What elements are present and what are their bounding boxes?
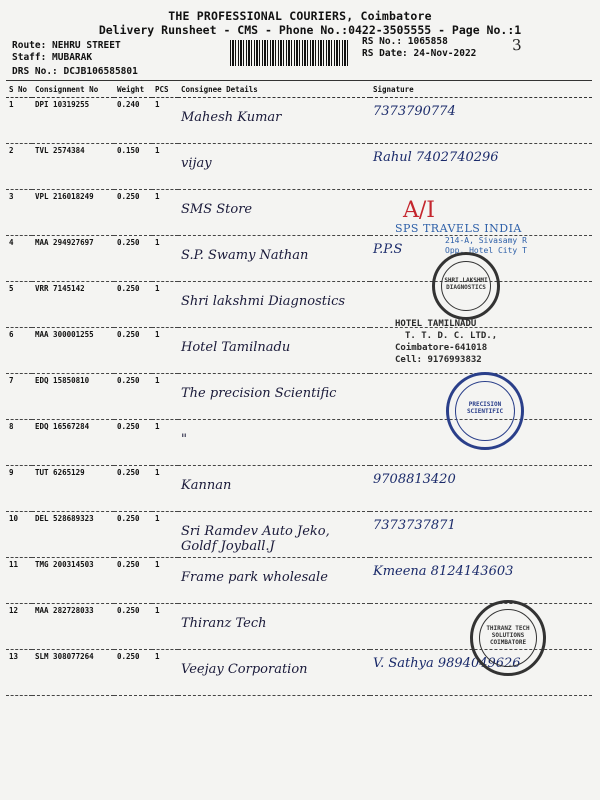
col-sno: S No <box>6 81 32 98</box>
signature-cell <box>370 466 592 512</box>
table-row <box>6 282 592 328</box>
consignment-cell: VRR 7145142 <box>32 282 114 328</box>
pcs-cell: 1 <box>152 328 178 374</box>
signature-cell-text: 7373737871 <box>373 518 456 533</box>
signature-cell <box>370 98 592 144</box>
consignee-cell-text: S.P. Swamy Nathan <box>181 248 309 263</box>
consignee-cell <box>178 374 370 420</box>
sno-cell: 9 <box>6 466 32 512</box>
consignee-cell-text: Shri lakshmi Diagnostics <box>181 294 346 309</box>
weight-cell: 0.250 <box>114 236 152 282</box>
handwritten-ai-mark: A/I <box>403 198 435 223</box>
sno-cell: 2 <box>6 144 32 190</box>
hotel-tamilnadu-stamp <box>395 318 497 366</box>
hotel-line: HOTEL TAMILNADU <box>395 319 477 329</box>
consignee-cell-text: Veejay Corporation <box>181 662 308 677</box>
consignee-cell-text: Hotel Tamilnadu <box>181 340 291 355</box>
col-consignment: Consignment No <box>32 81 114 98</box>
stamp-text: PRECISION SCIENTIFIC <box>466 401 504 415</box>
sps-address-line: 214-A, Sivasamy R <box>445 236 527 245</box>
col-pcs: PCS <box>152 81 178 98</box>
sno-cell: 5 <box>6 282 32 328</box>
sno-cell: 11 <box>6 558 32 604</box>
weight-cell: 0.250 <box>114 190 152 236</box>
consignee-cell-text: Sri Ramdev Auto Jeko, Goldf Joyball.J <box>181 524 330 554</box>
signature-cell-text: 7373790774 <box>373 104 456 119</box>
consignment-cell: MAA 294927697 <box>32 236 114 282</box>
route: Route: NEHRU STREET <box>12 40 121 51</box>
consignee-cell <box>178 420 370 466</box>
sno-cell: 10 <box>6 512 32 558</box>
company-title: THE PROFESSIONAL COURIERS, Coimbatore <box>168 9 432 23</box>
col-weight: Weight <box>114 81 152 98</box>
signature-cell-text <box>373 192 589 196</box>
drs-number: DRS No.: DCJB106585801 <box>12 66 138 77</box>
pcs-cell: 1 <box>152 558 178 604</box>
table-row <box>6 466 592 512</box>
consignee-cell-text: Mahesh Kumar <box>181 110 282 125</box>
signature-cell <box>370 558 592 604</box>
consignee-cell <box>178 328 370 374</box>
consignment-cell: DPI 10319255 <box>32 98 114 144</box>
consignee-cell-text: " <box>181 432 187 447</box>
consignment-cell: DEL 528689323 <box>32 512 114 558</box>
weight-cell: 0.250 <box>114 328 152 374</box>
sno-cell: 4 <box>6 236 32 282</box>
weight-cell: 0.250 <box>114 282 152 328</box>
table-row <box>6 512 592 558</box>
signature-cell-text: 9708813420 <box>373 472 456 487</box>
weight-cell: 0.250 <box>114 420 152 466</box>
rs-info <box>362 36 476 60</box>
consignment-cell: TUT 6265129 <box>32 466 114 512</box>
pcs-cell: 1 <box>152 282 178 328</box>
weight-cell: 0.250 <box>114 558 152 604</box>
table-row <box>6 144 592 190</box>
consignment-cell: MAA 300001255 <box>32 328 114 374</box>
consignment-cell: VPL 216018249 <box>32 190 114 236</box>
weight-cell: 0.250 <box>114 374 152 420</box>
consignment-cell: TMG 200314503 <box>32 558 114 604</box>
table-row <box>6 558 592 604</box>
hotel-line: Coimbatore-641018 <box>395 343 488 353</box>
consignment-cell: EDQ 15850810 <box>32 374 114 420</box>
pcs-cell: 1 <box>152 236 178 282</box>
pcs-cell: 1 <box>152 650 178 696</box>
staff: Staff: MUBARAK <box>12 52 93 63</box>
consignment-cell: SLM 308077264 <box>32 650 114 696</box>
sno-cell: 7 <box>6 374 32 420</box>
weight-cell: 0.150 <box>114 144 152 190</box>
consignee-cell <box>178 190 370 236</box>
route-info <box>12 40 138 78</box>
runsheet-subtitle: Delivery Runsheet - CMS - Phone No.:0422-3505555 - Page No.:1 <box>98 23 522 37</box>
signature-cell-text: V. Sathya 9894049626 <box>373 656 521 671</box>
signature-cell-text: P.P.S <box>373 242 403 257</box>
sno-cell: 13 <box>6 650 32 696</box>
weight-cell: 0.250 <box>114 604 152 650</box>
signature-cell <box>370 144 592 190</box>
consignee-cell <box>178 466 370 512</box>
weight-cell: 0.240 <box>114 98 152 144</box>
consignment-cell: MAA 282728033 <box>32 604 114 650</box>
pcs-cell: 1 <box>152 190 178 236</box>
consignee-cell-text: Kannan <box>181 478 232 493</box>
rs-date: RS Date: 24-Nov-2022 <box>362 48 477 59</box>
consignee-cell-text: Frame park wholesale <box>181 570 328 585</box>
sno-cell: 12 <box>6 604 32 650</box>
sps-travels-stamp: SPS TRAVELS INDIA <box>395 222 522 235</box>
handwritten-page-number: 3 <box>511 35 523 55</box>
precision-scientific-stamp <box>446 372 524 450</box>
col-signature: Signature <box>370 81 592 98</box>
consignee-cell <box>178 144 370 190</box>
consignment-cell: EDQ 16567284 <box>32 420 114 466</box>
thiranz-tech-stamp <box>470 600 546 676</box>
consignee-cell <box>178 558 370 604</box>
consignee-cell <box>178 98 370 144</box>
weight-cell: 0.250 <box>114 512 152 558</box>
signature-cell-text: Kmeena 8124143603 <box>373 564 514 579</box>
weight-cell: 0.250 <box>114 466 152 512</box>
consignee-cell-text: The precision Scientific <box>181 386 337 401</box>
consignee-cell <box>178 512 370 558</box>
consignee-cell-text: vijay <box>181 156 212 171</box>
signature-cell <box>370 512 592 558</box>
table-row <box>6 98 592 144</box>
consignee-cell-text: SMS Store <box>181 202 253 217</box>
pcs-cell: 1 <box>152 374 178 420</box>
consignee-cell <box>178 282 370 328</box>
hotel-line: T. T. D. C. LTD., <box>405 331 498 341</box>
consignment-cell: TVL 2574384 <box>32 144 114 190</box>
weight-cell: 0.250 <box>114 650 152 696</box>
pcs-cell: 1 <box>152 512 178 558</box>
stamp-text: THIRANZ TECH SOLUTIONS COIMBATORE <box>486 625 530 646</box>
consignee-cell <box>178 604 370 650</box>
consignee-cell <box>178 236 370 282</box>
col-consignee: Consignee Details <box>178 81 370 98</box>
signature-cell-text: Rahul 7402740296 <box>373 150 499 165</box>
sno-cell: 1 <box>6 98 32 144</box>
sno-cell: 8 <box>6 420 32 466</box>
sno-cell: 3 <box>6 190 32 236</box>
hotel-line: Cell: 9176993832 <box>395 355 482 365</box>
table-header <box>6 81 592 98</box>
pcs-cell: 1 <box>152 604 178 650</box>
pcs-cell: 1 <box>152 144 178 190</box>
pcs-cell: 1 <box>152 466 178 512</box>
barcode <box>230 40 350 66</box>
diagnostics-round-stamp <box>432 252 500 320</box>
pcs-cell: 1 <box>152 420 178 466</box>
table-row <box>6 328 592 374</box>
consignee-cell <box>178 650 370 696</box>
rs-number: RS No.: 1065858 <box>362 36 448 47</box>
sno-cell: 6 <box>6 328 32 374</box>
pcs-cell: 1 <box>152 98 178 144</box>
stamp-text: SHRI LAKSHMI DIAGNOSTICS <box>444 277 488 291</box>
sps-address-line: Opp. Hotel City T <box>445 246 527 255</box>
consignee-cell-text: Thiranz Tech <box>181 616 267 631</box>
